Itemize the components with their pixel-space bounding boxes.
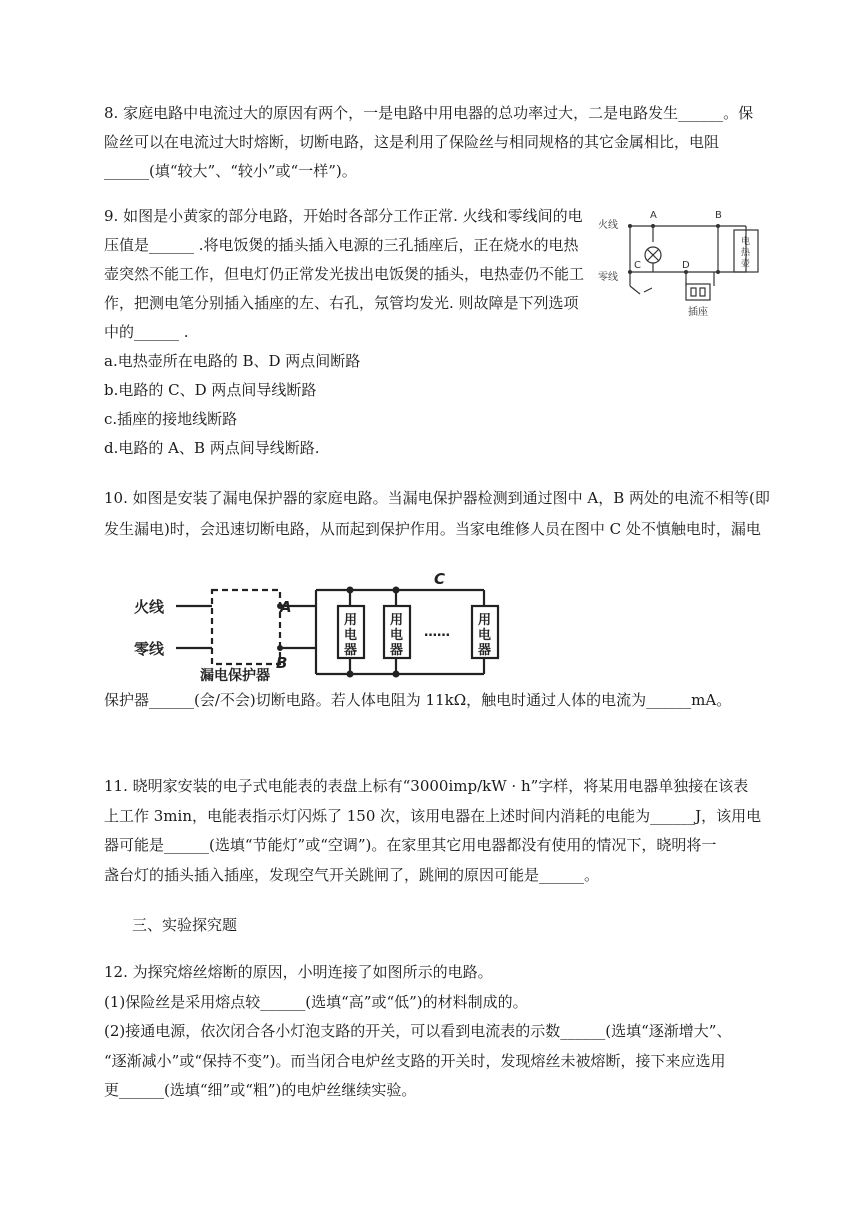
q9-fig-point-d: D (682, 260, 690, 271)
q9-line: 壶突然不能工作，但电灯仍正常发光拔出电饭煲的插头，电热壶仍不能工 (104, 265, 585, 283)
q10-fig-neutral-label: 零线 (134, 640, 165, 658)
q10-line: 发生漏电)时，会迅速切断电路，从而起到保护作用。当家电维修人员在图中 C 处不慎触电时，漏电 (104, 520, 761, 538)
q10-fig-point-c: C (434, 570, 446, 588)
q10-fig-appliance-char: 电 (478, 628, 492, 643)
q9-fig-socket-label: 插座 (688, 307, 708, 318)
q10-fig-appliance-char: 电 (390, 628, 404, 643)
question-10 (104, 483, 770, 545)
question-8 (104, 99, 756, 186)
q9-circuit-diagram (596, 202, 762, 322)
q9-fig-point-c: C (634, 260, 641, 271)
q9-fig-kettle-char: 电 (741, 237, 751, 247)
q12-line: (1)保险丝是采用熔点较______(选填“高”或“低”)的材料制成的。 (104, 992, 528, 1011)
question-9 (104, 202, 609, 463)
q10-fig-point-b: B (276, 654, 288, 672)
q9-fig-kettle-char: 热 (741, 248, 751, 258)
q10-fig-point-a: A (280, 598, 292, 616)
q11-line: 上工作 3min，电能表指示灯闪烁了 150 次，该用电器在上述时间内消耗的电能为______J，该用电 (104, 806, 762, 825)
q11-line: 盏台灯的插头插入插座，发现空气开关跳闸了，跳闸的原因可能是______。 (104, 865, 600, 884)
q9-line: 9. 如图是小黄家的部分电路，开始时各部分工作正常. 火线和零线间的电 (104, 207, 583, 225)
q12-line: (2)接通电源，依次闭合各小灯泡支路的开关，可以看到电流表的示数______(选填“逐渐增大”、 (104, 1022, 732, 1040)
question-11 (104, 772, 762, 890)
q10-fig-appliance-char: 用 (390, 613, 404, 628)
q10-fig-appliance-char: 器 (390, 643, 404, 658)
q9-option-c: c.插座的接地线断路 (104, 410, 238, 428)
q9-fig-point-b: B (715, 210, 722, 221)
question-10-continued (104, 686, 756, 715)
q8-line: 险丝可以在电流过大时熔断，切断电路，这是利用了保险丝与相同规格的其它金属相比，电阻 (104, 133, 720, 151)
q9-option-b: b.电路的 C、D 两点间导线断路 (104, 381, 317, 399)
q9-fig-point-a: A (650, 210, 657, 221)
q9-fig-neutral-label: 零线 (598, 272, 618, 283)
q12-line: 更______(选填“细”或“粗”)的电炉丝继续实验。 (104, 1081, 417, 1099)
q9-fig-live-label: 火线 (598, 220, 618, 231)
q9-option-a: a.电热壶所在电路的 B、D 两点间断路 (104, 352, 361, 370)
q11-line: 11. 晓明家安装的电子式电能表的表盘上标有“3000imp/kW · h”字样，将某用电器单独接在该表 (104, 777, 749, 795)
q10-fig-appliance-char: 器 (344, 643, 358, 658)
q10-fig-ellipsis: …… (424, 625, 450, 640)
q11-line: 器可能是______(选填“节能灯”或“空调”)。在家里其它用电器都没有使用的情况下，晓明将一 (104, 836, 717, 854)
q8-line: ______(填“较大”、“较小”或“一样”)。 (104, 162, 357, 180)
q9-line: 压值是______ .将电饭煲的插头插入电源的三孔插座后，正在烧水的电热 (104, 236, 579, 254)
q10-line: 10. 如图是安装了漏电保护器的家庭电路。当漏电保护器检测到通过图中 A，B 两处的电流不相等(即 (104, 489, 770, 507)
q10-fig-appliance-char: 器 (478, 643, 492, 658)
q12-line: “逐渐减小”或“保持不变”)。而当闭合电炉丝支路的开关时，发现熔丝未被熔断，接下来应选用 (104, 1051, 726, 1070)
q12-line: 12. 为探究熔丝熔断的原因，小明连接了如图所示的电路。 (104, 963, 493, 981)
q9-line: 中的______ . (104, 323, 189, 341)
section-heading: 三、实验探究题 (132, 916, 238, 934)
q9-line: 作，把测电笔分别插入插座的左、右孔，氖管均发光. 则故障是下列选项 (104, 294, 579, 312)
q9-option-d: d.电路的 A、B 两点间导线断路. (104, 439, 320, 457)
q10-fig-protector-label: 漏电保护器 (200, 668, 270, 684)
q10-line: 保护器______(会/不会)切断电路。若人体电阻为 11kΩ，触电时通过人体的电流为______mA。 (104, 691, 732, 709)
q10-fig-appliance-char: 用 (344, 613, 358, 628)
q9-fig-kettle-char: 壶 (741, 259, 751, 269)
q8-line: 8. 家庭电路中电流过大的原因有两个，一是电路中用电器的总功率过大，二是电路发生______。保 (104, 104, 754, 122)
q10-circuit-diagram (134, 566, 524, 684)
question-12 (104, 958, 756, 1106)
q10-fig-live-label: 火线 (134, 598, 165, 616)
q10-fig-appliance-char: 用 (478, 613, 492, 628)
q10-fig-appliance-char: 电 (344, 628, 358, 643)
